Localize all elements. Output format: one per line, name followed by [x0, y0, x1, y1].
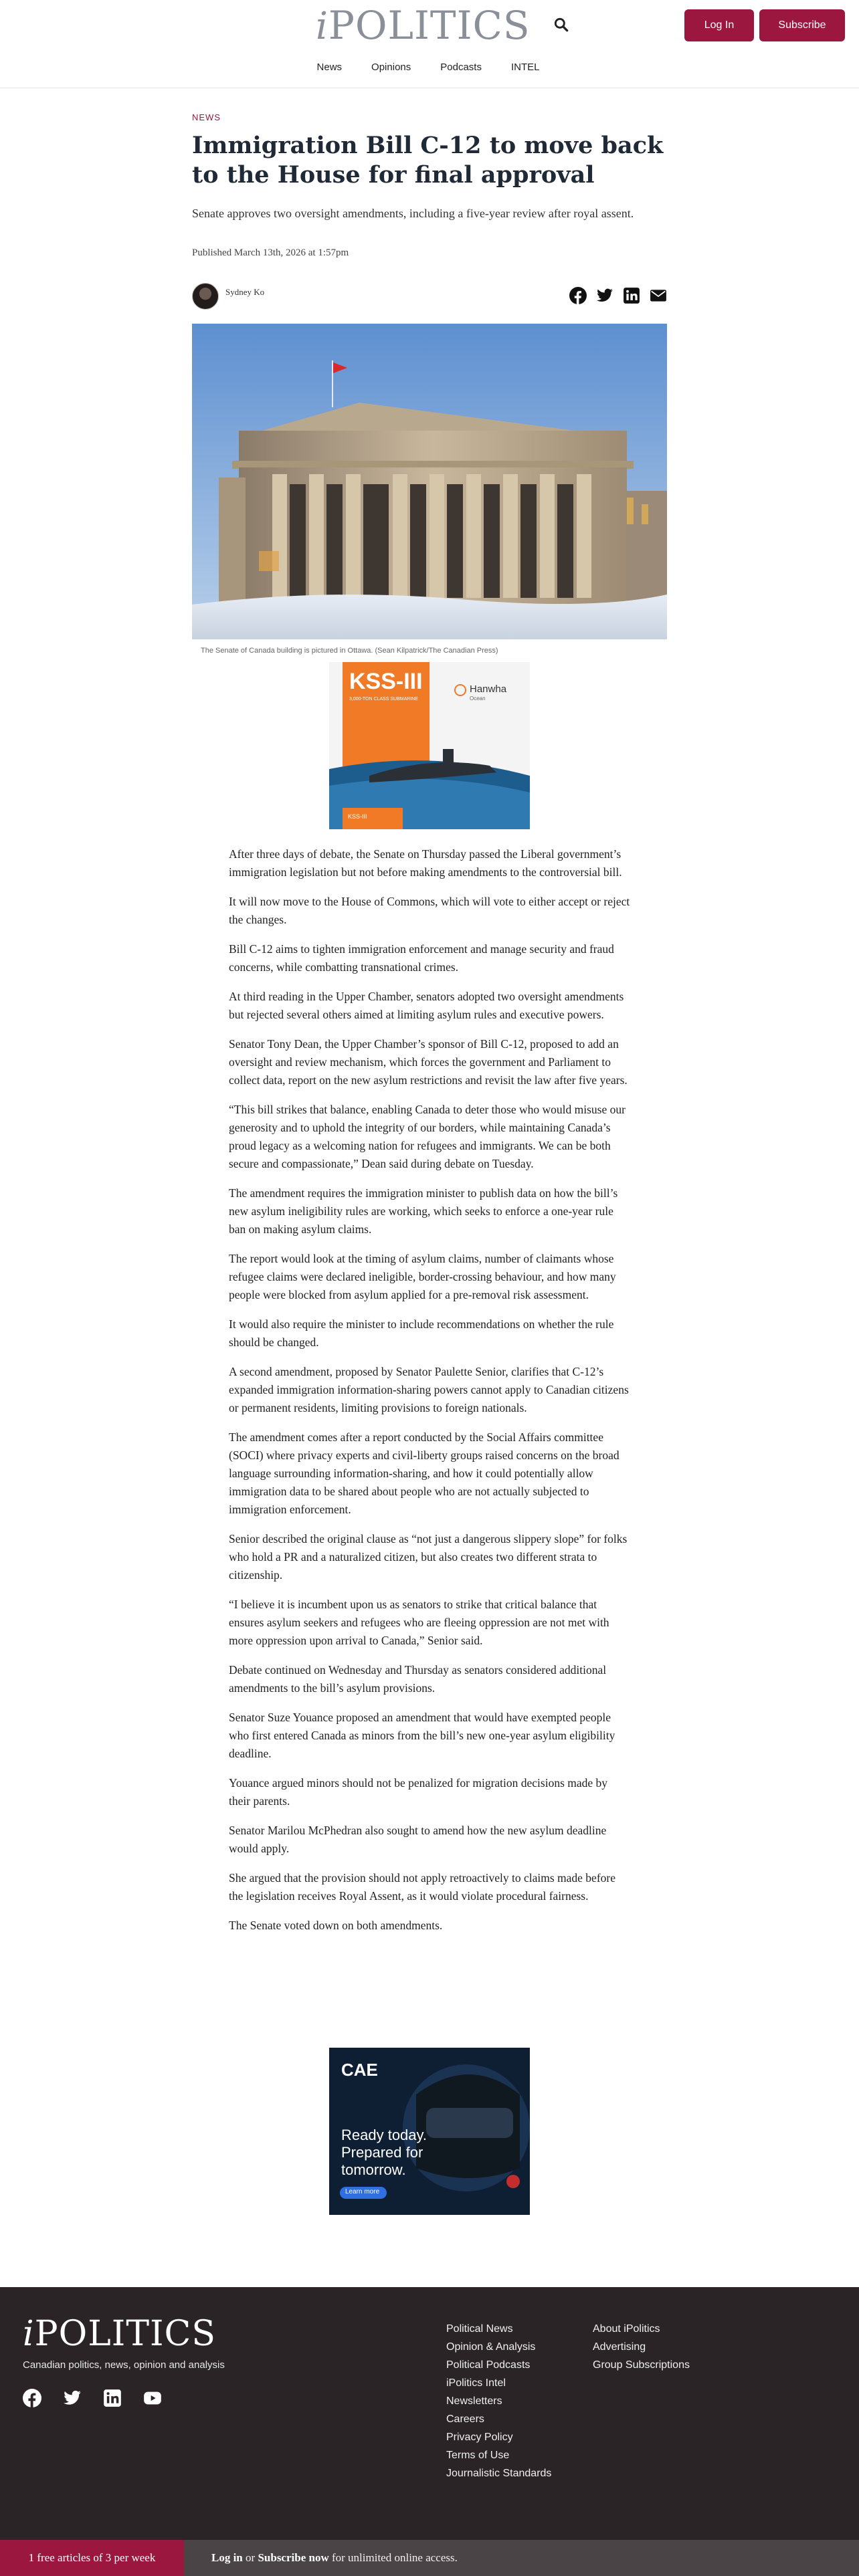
- hero-image: [192, 324, 667, 639]
- footer-logo[interactable]: iPOLITICS: [23, 2314, 216, 2354]
- twitter-icon[interactable]: [63, 2389, 82, 2407]
- paywall-message: Log in or Subscribe now for unlimited online access.: [211, 2551, 458, 2564]
- twitter-icon[interactable]: [596, 287, 613, 304]
- site-header: [0, 0, 859, 88]
- main-nav: [0, 62, 859, 78]
- footer-link[interactable]: iPolitics Intel: [446, 2377, 506, 2389]
- footer-link[interactable]: Advertising: [593, 2341, 646, 2353]
- article-paragraph: She argued that the provision should not apply retroactively to claims made before the legislation receives Royal Assent, as it would violate procedural fairness.: [229, 1871, 615, 1903]
- site-footer: [0, 2287, 859, 2523]
- article-paragraph: Debate continued on Wednesday and Thursday as senators considered additional amendments to the bill’s asylum provisions.: [229, 1663, 607, 1695]
- article-paragraph: Senator Tony Dean, the Upper Chamber’s sponsor of Bill C-12, proposed to add an oversight and review mechanism, which forces the government and Parliament to collect data, report on the new asylum restrictions and revisit the law after five years.: [229, 1037, 628, 1087]
- article-paragraph: It will now move to the House of Commons, which will vote to either accept or reject the changes.: [229, 895, 630, 926]
- article-paragraph: The report would look at the timing of asylum claims, number of claimants whose refugee claims were declared ineligible, border-crossing behaviour, and how many people were blocked from asylum applied for a pre-removal risk assessment.: [229, 1252, 616, 1301]
- youtube-icon[interactable]: [143, 2389, 162, 2407]
- article-paragraph: The Senate voted down on both amendments.: [229, 1919, 443, 1932]
- article-paragraph: “I believe it is incumbent upon us as senators to strike that critical balance that ensures asylum seekers and refugees who are fleeing oppression are not met with more oppression upon arrival to Canada,” Senior said.: [229, 1598, 609, 1647]
- article-paragraph: After three days of debate, the Senate on Thursday passed the Liberal government’s immigration legislation but not before making amendments to the controversial bill.: [229, 847, 622, 879]
- ad1-title: KSS-III: [349, 669, 423, 694]
- footer-tagline: Canadian politics, news, opinion and analysis: [23, 2359, 225, 2371]
- ad2-brand: CAE: [341, 2060, 378, 2080]
- ad2-cta-button[interactable]: Learn more: [345, 2188, 380, 2195]
- article-dek: Senate approves two oversight amendments, including a five-year review after royal assent.: [192, 207, 634, 220]
- footer-link[interactable]: Political Podcasts: [446, 2359, 531, 2371]
- footer-link[interactable]: Journalistic Standards: [446, 2468, 552, 2479]
- article-paragraph: Senator Suze Youance proposed an amendment that would have exempted people who first entered Canada as minors from the bill’s new one-year asylum eligibility deadline.: [229, 1711, 615, 1760]
- nav-item-podcasts[interactable]: Podcasts: [440, 62, 482, 73]
- footer-link[interactable]: Terms of Use: [446, 2450, 510, 2461]
- footer-link[interactable]: Newsletters: [446, 2395, 502, 2407]
- ad2-headline: Ready today. Prepared for tomorrow.: [341, 2127, 427, 2178]
- article-paragraph: Bill C-12 aims to tighten immigration enforcement and manage security and fraud concerns, while combatting transnational crimes.: [229, 942, 614, 974]
- article-paragraph: It would also require the minister to include recommendations on whether the rule should be changed.: [229, 1317, 614, 1349]
- ad1-subtitle: 3,000-TON CLASS SUBMARINE: [349, 697, 418, 702]
- free-article-counter: 1 free articles of 3 per week: [0, 2540, 184, 2576]
- email-icon[interactable]: [650, 287, 667, 304]
- image-caption: The Senate of Canada building is pictured in Ottawa. (Sean Kilpatrick/The Canadian Press): [201, 647, 498, 655]
- article-paragraph: Senior described the original clause as “not just a dangerous slippery slope” for folks who hold a PR and a naturalized citizen, but also creates two different strata to citizenship.: [229, 1532, 628, 1582]
- footer-links-primary: [446, 2323, 551, 2486]
- article-paragraph: At third reading in the Upper Chamber, senators adopted two oversight amendments but rejected several others aimed at limiting asylum rules and executive powers.: [229, 990, 624, 1021]
- linkedin-icon[interactable]: [103, 2389, 122, 2407]
- footer-link[interactable]: Group Subscriptions: [593, 2359, 690, 2371]
- publish-date: Published March 13th, 2026 at 1:57pm: [192, 247, 349, 258]
- nav-item-news[interactable]: News: [316, 62, 343, 73]
- footer-link[interactable]: Opinion & Analysis: [446, 2341, 536, 2353]
- facebook-icon[interactable]: [23, 2389, 41, 2407]
- login-button[interactable]: Log In: [684, 9, 754, 41]
- article-paragraph: The amendment requires the immigration minister to publish data on how the bill’s new asylum ineligibility rules are working, which seeks to enforce a one-year rule ban on making asylum claims.: [229, 1186, 618, 1236]
- ad1-brand: Hanwha: [470, 683, 507, 695]
- article-headline: Immigration Bill C-12 to move back to the House for final approval: [192, 132, 664, 189]
- search-icon[interactable]: [553, 16, 570, 33]
- subscribe-button[interactable]: Subscribe: [759, 9, 845, 41]
- facebook-icon[interactable]: [569, 287, 587, 304]
- article-paragraph: The amendment comes after a report conducted by the Social Affairs committee (SOCI) where privacy experts and civil-liberty groups raised concerns on the broad language surrounding information-sharing, and how it could potentially allow immigration data to be shared about people who are not actually subjected to immigration enforcement.: [229, 1430, 619, 1516]
- paywall-bar: [0, 2540, 859, 2576]
- ad1-footer: KSS-III: [348, 813, 367, 820]
- nav-item-intel[interactable]: INTEL: [510, 62, 540, 73]
- article-paragraph: “This bill strikes that balance, enabling Canada to deter those who would misuse our generosity and to uphold the integrity of our borders, while maintaining Canada’s proud legacy as a welcoming nation for refugees and immigrants. We can be both secure and compassionate,” Dean said during debate on Tuesday.: [229, 1103, 626, 1170]
- footer-link[interactable]: About iPolitics: [593, 2323, 660, 2335]
- article-body: [229, 845, 630, 1946]
- nav-item-opinions[interactable]: Opinions: [371, 62, 411, 73]
- linkedin-icon[interactable]: [623, 287, 640, 304]
- article-paragraph: A second amendment, proposed by Senator Paulette Senior, clarifies that C-12’s expanded immigration information-sharing powers cannot apply to Canadian citizens or permanent residents, limiting provisions to foreign nationals.: [229, 1365, 629, 1414]
- footer-link[interactable]: Careers: [446, 2413, 484, 2425]
- paywall-subscribe-link[interactable]: Subscribe now: [258, 2551, 329, 2564]
- site-logo[interactable]: iPOLITICS: [316, 3, 531, 48]
- footer-link[interactable]: Political News: [446, 2323, 513, 2335]
- ad-banner-kss[interactable]: [329, 662, 530, 829]
- author-avatar[interactable]: [192, 283, 219, 310]
- ad-banner-cae[interactable]: [329, 2048, 530, 2215]
- byline: [192, 282, 264, 310]
- footer-links-secondary: [593, 2323, 690, 2377]
- footer-link[interactable]: Privacy Policy: [446, 2432, 513, 2443]
- section-tag[interactable]: NEWS: [192, 112, 221, 122]
- article-paragraph: Youance argued minors should not be penalized for migration decisions made by their parents.: [229, 1776, 608, 1808]
- article-paragraph: Senator Marilou McPhedran also sought to amend how the new asylum deadline would apply.: [229, 1824, 607, 1855]
- ad1-brand-sub: Ocean: [470, 695, 486, 702]
- author-name[interactable]: Sydney Ko: [225, 287, 265, 297]
- paywall-login-link[interactable]: Log in: [211, 2551, 243, 2564]
